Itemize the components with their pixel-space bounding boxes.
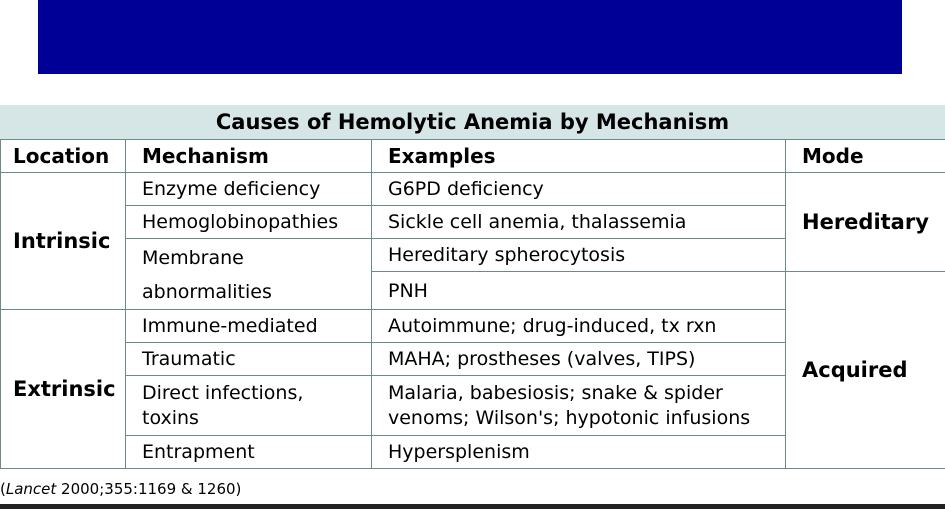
example-cell: Hereditary spherocytosis (372, 239, 786, 272)
mechanism-cell: Enzyme deficiency (126, 173, 372, 206)
example-cell: Sickle cell anemia, thalassemia (372, 206, 786, 239)
example-cell: PNH (372, 272, 786, 310)
mechanism-line: Membrane (142, 247, 244, 269)
mode-acquired: Acquired (786, 272, 945, 469)
citation-source: Lancet (5, 480, 57, 498)
citation-details: 2000;355:1169 & 1260) (56, 480, 242, 498)
example-cell: G6PD deficiency (372, 173, 786, 206)
mechanism-cell: Traumatic (126, 343, 372, 376)
hemolytic-anemia-table (0, 139, 945, 469)
example-cell: Hypersplenism (372, 436, 786, 469)
mechanism-line: abnormalities (142, 281, 272, 303)
example-cell: Autoimmune; drug-induced, tx rxn (372, 310, 786, 343)
example-cell: MAHA; prostheses (valves, TIPS) (372, 343, 786, 376)
location-extrinsic: Extrinsic (1, 310, 126, 469)
citation (0, 480, 241, 498)
example-cell-infections (372, 376, 786, 436)
mechanism-cell: Hemoglobinopathies (126, 206, 372, 239)
example-line: venoms; Wilson's; hypotonic infusions (388, 406, 751, 429)
table-header-row (1, 140, 945, 173)
table-row (1, 173, 945, 206)
mechanism-line: toxins (142, 406, 199, 429)
mechanism-cell: Immune-mediated (126, 310, 372, 343)
column-header-location: Location (1, 140, 126, 173)
header-banner (38, 0, 902, 74)
mechanism-line: Direct infections, (142, 381, 304, 404)
column-header-mode: Mode (786, 140, 945, 173)
mode-hereditary: Hereditary (786, 173, 945, 272)
bottom-divider (0, 504, 945, 509)
column-header-mechanism: Mechanism (126, 140, 372, 173)
column-header-examples: Examples (372, 140, 786, 173)
mechanism-cell-direct-infections (126, 376, 372, 436)
location-intrinsic: Intrinsic (1, 173, 126, 310)
mechanism-cell-membrane (126, 239, 372, 310)
citation-open: ( (0, 480, 6, 498)
example-line: Malaria, babesiosis; snake & spider (388, 381, 723, 404)
table-title: Causes of Hemolytic Anemia by Mechanism (0, 105, 945, 139)
mechanism-cell: Entrapment (126, 436, 372, 469)
